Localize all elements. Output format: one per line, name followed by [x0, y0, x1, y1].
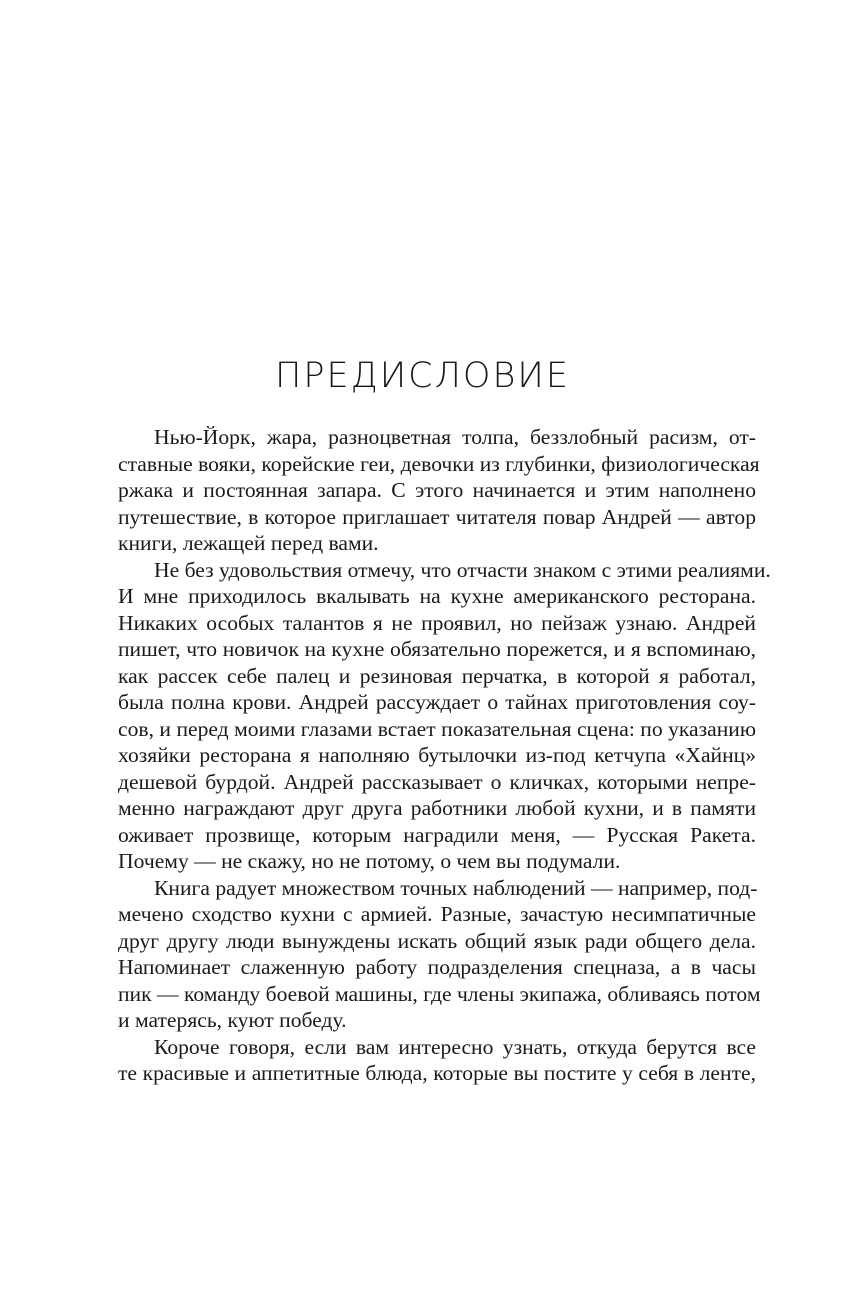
paragraph-4	[118, 1034, 756, 1087]
text-line: друг другу люди вынуждены искать общий язык ради общего дела.	[118, 928, 756, 953]
text-line: ржака и постоянная запара. С этого начинается и этим наполнено	[118, 478, 756, 502]
text-line: ставные вояки, корейские геи, девочки из глубинки, физиологическая	[118, 451, 760, 476]
text-line: пик — команду боевой машины, где члены экипажа, обливаясь потом	[118, 981, 761, 1006]
text-line: Нью-Йорк, жара, разноцветная толпа, беззлобный расизм, от-	[154, 425, 756, 449]
text-line: путешествие, в которое приглашает читателя повар Андрей — автор	[118, 504, 756, 529]
paragraph-3	[118, 875, 761, 1034]
text-line: Напоминает слаженную работу подразделения спецназа, а в часы	[118, 955, 756, 979]
text-line: была полна крови. Андрей рассуждает о тайнах приготовления соу-	[118, 690, 756, 714]
text-line: дешевой бурдой. Андрей рассказывает о кличках, которыми непре-	[118, 769, 756, 794]
text-line: те красивые и аппетитные блюда, которые вы постите у себя в ленте,	[118, 1061, 756, 1085]
text-line: мечено сходство кухни с армией. Разные, зачастую несимпатичные	[118, 902, 756, 926]
text-line: Короче говоря, если вам интересно узнать, откуда берутся все	[154, 1034, 756, 1059]
text-line: Не без удовольствия отмечу, что отчасти знаком с этими реалиями.	[154, 557, 771, 582]
chapter-title: ПРЕДИСЛОВИЕ	[275, 356, 570, 396]
text-line: Никаких особых талантов я не проявил, но пейзаж узнаю. Андрей	[118, 610, 756, 635]
text-line: Книга радует множеством точных наблюдений — например, под-	[154, 875, 758, 900]
text-line: менно награждают друг друга работники любой кухни, и в памяти	[118, 796, 756, 820]
text-line: Почему — не скажу, но не потому, о чем вы подумали.	[118, 849, 621, 873]
text-line: как рассек себе палец и резиновая перчатка, в которой я работал,	[118, 663, 756, 688]
text-line: И мне приходилось вкалывать на кухне американского ресторана.	[118, 584, 756, 608]
text-line: пишет, что новичок на кухне обязательно порежется, и я вспоминаю,	[118, 637, 756, 661]
paragraph-1	[118, 424, 760, 557]
text-line: книги, лежащей перед вами.	[118, 531, 379, 555]
text-line: и матерясь, куют победу.	[118, 1008, 347, 1032]
text-line: хозяйки ресторана я наполняю бутылочки из-под кетчупа «Хайнц»	[118, 743, 756, 767]
paragraph-2	[118, 557, 771, 875]
text-line: оживает прозвище, которым наградили меня, — Русская Ракета.	[118, 822, 756, 847]
body-text	[118, 424, 771, 1087]
text-line: сов, и перед моими глазами встает показательная сцена: по указанию	[118, 716, 756, 741]
